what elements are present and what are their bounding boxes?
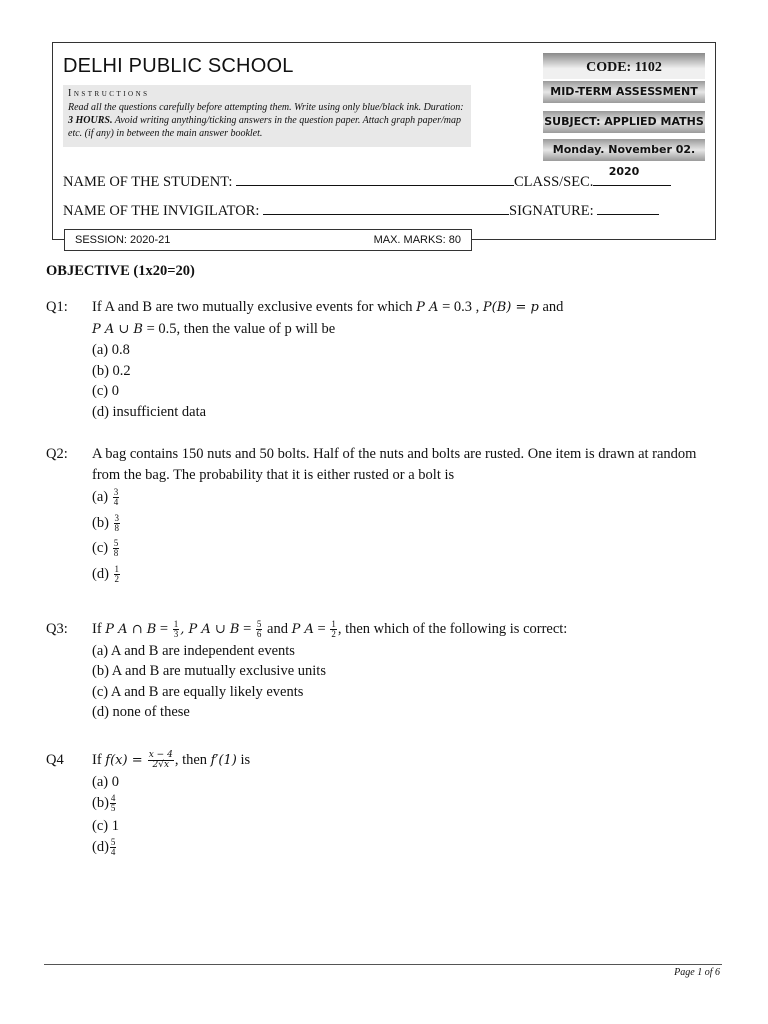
numerator: 3 [113, 487, 119, 498]
session-box [64, 229, 472, 251]
text-run: and [538, 299, 564, 315]
student-name-blank[interactable] [236, 173, 514, 186]
math-run: P A ∪ B [92, 321, 143, 337]
text-run: = [313, 621, 330, 637]
math-run: f′(1) [210, 753, 237, 768]
code-tag: CODE: 1102 [543, 53, 705, 79]
option-c: (c) 0 [92, 383, 119, 399]
class-blank[interactable] [593, 173, 671, 186]
option-b: (b) A and B are mutually exclusive units [92, 663, 326, 679]
instructions-box [63, 85, 471, 147]
text-run: = [239, 621, 255, 637]
page-number: Page 1 of 6 [674, 967, 720, 978]
option-c: (c) 1 [92, 817, 119, 834]
question-text [92, 619, 712, 641]
numerator: 5 [256, 619, 262, 630]
fraction [113, 488, 120, 507]
max-marks-text: MAX. MARKS: 80 [373, 234, 461, 246]
signature-blank[interactable] [597, 202, 659, 215]
option-c [92, 538, 712, 559]
option-label: (d) [92, 839, 109, 855]
option-d: (d) none of these [92, 704, 190, 720]
fraction [110, 838, 117, 857]
invigilator-label: NAME OF THE INVIGILATOR: [63, 203, 260, 219]
numerator: 1 [173, 619, 179, 630]
text-run: If A and B are two mutually exclusive events for which [92, 299, 417, 315]
math-run: P A [416, 300, 439, 315]
option-b [92, 513, 712, 534]
instructions-pre: Read all the questions carefully before attempting them. Write using only blue/black ink. Duration: [68, 102, 464, 113]
text-run: and [263, 621, 292, 637]
question-number: Q3: [46, 621, 68, 637]
numerator: 5 [113, 538, 119, 549]
text-run: If [92, 752, 106, 768]
numerator: 3 [114, 512, 120, 523]
question-body [92, 750, 712, 858]
student-field-row [63, 173, 671, 191]
denominator: 2 [114, 573, 120, 584]
fraction [256, 620, 263, 639]
school-name: DELHI PUBLIC SCHOOL [63, 55, 294, 77]
section-title: OBJECTIVE (1x20=20) [46, 263, 195, 279]
text-run: , then which of the following is correct: [337, 621, 568, 637]
question-number: Q4 [46, 752, 64, 768]
denominator: 8 [114, 522, 120, 533]
text-run: = 0.5, then the value of p will be [142, 320, 336, 337]
option-label: (d) [92, 565, 109, 582]
denominator: 4 [113, 497, 119, 508]
question-text-line-2 [92, 319, 712, 341]
session-text: SESSION: 2020-21 [75, 234, 171, 246]
fraction [330, 620, 337, 639]
text-run: , then [174, 752, 211, 768]
text-run: is [236, 752, 251, 768]
denominator: 8 [113, 548, 119, 559]
signature-label: SIGNATURE: [509, 203, 594, 219]
fraction [110, 794, 117, 813]
option-label: (c) [92, 540, 109, 556]
text-run: = 0.3 , [438, 299, 483, 315]
question-text [92, 297, 712, 319]
text-run: If [92, 621, 106, 637]
exam-tag: MID-TERM ASSESSMENT [543, 81, 705, 103]
numerator: 4 [110, 793, 116, 804]
option-b [92, 793, 712, 814]
option-b: (b) 0.2 [92, 362, 131, 379]
fraction [114, 514, 121, 533]
denominator: 5 [110, 803, 116, 814]
fraction [113, 539, 120, 558]
footer-divider [44, 964, 722, 965]
math-run: P(B) = p [482, 300, 539, 315]
instructions-title: Instructions [68, 88, 150, 99]
option-a: (a) A and B are independent events [92, 642, 295, 659]
option-a: (a) 0.8 [92, 342, 130, 358]
fraction [173, 620, 180, 639]
option-d: (d) insufficient data [92, 403, 207, 420]
question-number: Q2: [46, 446, 68, 462]
option-d [92, 837, 712, 858]
denominator: 2 [331, 629, 336, 640]
question-text [92, 750, 712, 772]
numerator: 1 [114, 563, 120, 574]
header-box [52, 42, 716, 240]
date-tag: Monday. November 02. 2020 [543, 139, 705, 161]
invigilator-name-blank[interactable] [263, 202, 509, 215]
math-run: , P A ∪ B [180, 622, 240, 637]
instructions-post: Avoid writing anything/ticking answers in the question paper. Attach graph paper/map etc. (if any) in between the main answer booklet. [68, 115, 461, 139]
option-a: (a) 0 [92, 773, 119, 790]
instructions-text [68, 101, 466, 140]
duration: 3 HOURS. [68, 115, 113, 126]
fraction [114, 565, 121, 584]
denominator: 3 [173, 629, 179, 640]
question-body [92, 619, 712, 723]
numerator: x − 4 [148, 750, 173, 761]
numerator: 1 [331, 619, 336, 630]
math-run: P A [291, 622, 314, 637]
math-run: f(x) = [105, 753, 147, 768]
numerator: 5 [110, 837, 116, 848]
math-run: P A ∩ B [105, 622, 157, 637]
question-number: Q1: [46, 299, 68, 315]
invigilator-field-row [63, 202, 659, 220]
question-body [92, 444, 712, 584]
question-text: A bag contains 150 nuts and 50 bolts. Half of the nuts and bolts are rusted. One item is drawn at random from the bag. The probability that it is either rusted or a bolt is [92, 446, 697, 483]
class-label: CLASS/SEC. [514, 174, 594, 190]
option-c: (c) A and B are equally likely events [92, 683, 304, 700]
student-label: NAME OF THE STUDENT: [63, 174, 233, 190]
option-a [92, 487, 712, 508]
option-label: (a) [92, 489, 109, 505]
option-label: (b) [92, 795, 109, 811]
option-d [92, 564, 712, 585]
option-label: (b) [92, 514, 109, 531]
text-run: = [156, 621, 172, 637]
fraction [148, 751, 174, 770]
question-body [92, 297, 712, 422]
denominator: 2√x [152, 760, 170, 771]
subject-tag: SUBJECT: APPLIED MATHS [543, 111, 705, 133]
denominator: 4 [110, 847, 116, 858]
denominator: 6 [256, 629, 262, 640]
